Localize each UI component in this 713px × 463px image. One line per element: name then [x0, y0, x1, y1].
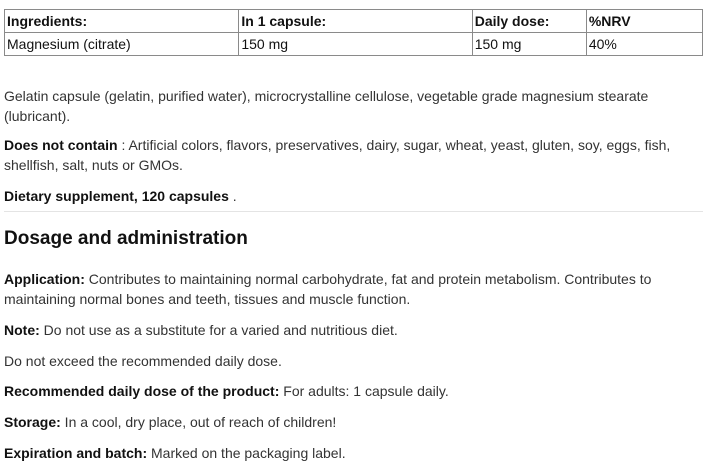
application — [4, 269, 703, 309]
recommended-text: For adults: 1 capsule daily. — [279, 383, 449, 399]
header-ingredients: Ingredients: — [5, 10, 239, 33]
expiration-label: Expiration and batch: — [4, 445, 148, 461]
does-not-contain — [4, 135, 703, 175]
storage — [4, 412, 336, 432]
cell-nrv: 40% — [586, 33, 702, 56]
recommended-label: Recommended daily dose of the product: — [4, 383, 280, 399]
header-nrv: %NRV — [586, 10, 702, 33]
does-not-contain-text: : Artificial colors, flavors, preservatives, dairy, sugar, wheat, yeast, gluten, soy, eggs, fish, shellfish, salt, nuts or GMOs. — [4, 137, 671, 173]
storage-label: Storage: — [4, 414, 61, 430]
application-text: Contributes to maintaining normal carbohydrate, fat and protein metabolism. Contributes to maintaining normal bones and teeth, tissues and muscle function. — [4, 271, 652, 307]
expiration-text: Marked on the packaging label. — [147, 445, 346, 461]
do-not-exceed: Do not exceed the recommended daily dose. — [4, 353, 282, 369]
section-divider — [4, 211, 703, 212]
cell-ingredient: Magnesium (citrate) — [5, 33, 239, 56]
dietary-label: Dietary supplement, 120 capsules — [4, 188, 229, 204]
composition-text: Gelatin capsule (gelatin, purified water), microcrystalline cellulose, vegetable grade magnesium stearate (lubricant). — [4, 88, 649, 124]
header-per-capsule: In 1 capsule: — [239, 10, 472, 33]
table-row — [5, 33, 703, 56]
table-header-row — [5, 10, 703, 33]
note — [4, 320, 398, 340]
dietary-supplement — [4, 186, 703, 206]
note-text: Do not use as a substitute for a varied and nutritious diet. — [39, 322, 398, 338]
application-label: Application: — [4, 271, 85, 287]
cell-daily-dose: 150 mg — [472, 33, 586, 56]
ingredients-table — [4, 9, 703, 56]
note-label: Note: — [4, 322, 40, 338]
does-not-contain-label: Does not contain — [4, 137, 118, 153]
section-title: Dosage and administration — [4, 228, 248, 249]
cell-per-capsule: 150 mg — [239, 33, 472, 56]
product-info — [4, 9, 703, 461]
recommended-dose — [4, 381, 449, 401]
expiration — [4, 443, 346, 463]
dietary-text: . — [228, 188, 237, 204]
storage-text: In a cool, dry place, out of reach of children! — [60, 414, 337, 430]
header-daily-dose: Daily dose: — [472, 10, 586, 33]
